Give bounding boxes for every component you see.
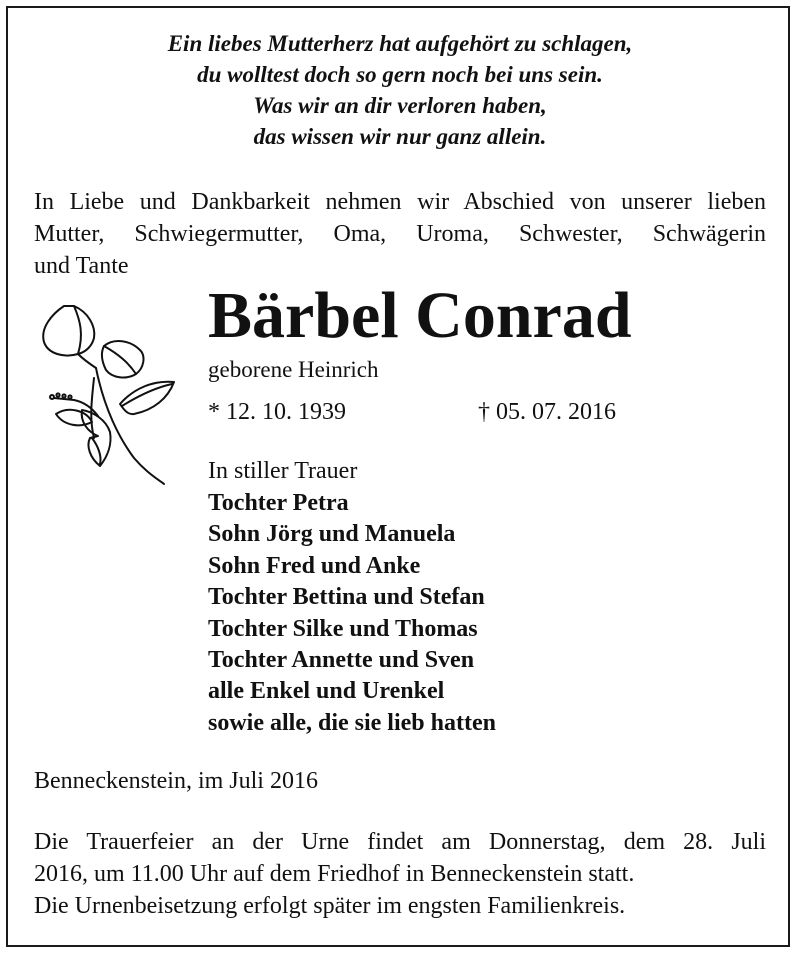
birth-date: * 12. 10. 1939 xyxy=(208,399,346,425)
mourner: Tochter Annette und Sven xyxy=(208,647,475,674)
mourner: Tochter Bettina und Stefan xyxy=(208,584,485,611)
poem-line: das wissen wir nur ganz allein. xyxy=(253,124,547,149)
service-line: 2016, um 11.00 Uhr auf dem Friedhof in Benneckenstein statt. xyxy=(34,861,635,887)
service-info xyxy=(34,826,766,922)
mourner: Tochter Petra xyxy=(208,490,349,516)
mourner: alle Enkel und Urenkel xyxy=(208,678,445,705)
service-line: Die Urnenbeisetzung erfolgt später im engsten Familienkreis. xyxy=(34,893,626,919)
place-date: Benneckenstein, im Juli 2016 xyxy=(34,768,318,794)
birth-name: geborene Heinrich xyxy=(208,357,379,382)
death-date: † 05. 07. 2016 xyxy=(478,399,616,425)
poem-line: du wolltest doch so gern noch bei uns sein. xyxy=(197,62,603,87)
mourner: sowie alle, die sie lieb hatten xyxy=(208,709,496,736)
poem-line: Ein liebes Mutterherz hat aufgehört zu schlagen, xyxy=(167,31,633,56)
calla-lily-icon xyxy=(34,298,184,488)
intro-line: und Tante xyxy=(34,253,129,279)
intro-line: In Liebe und Dankbarkeit nehmen wir Abschied von unserer lieben xyxy=(34,189,766,215)
deceased-name: Bärbel Conrad xyxy=(208,279,632,352)
service-line: Die Trauerfeier an der Urne findet am Donnerstag, dem 28. Juli xyxy=(34,829,766,855)
mourner: Tochter Silke und Thomas xyxy=(208,615,478,642)
mourning-intro: In stiller Trauer xyxy=(208,458,358,484)
poem-line: Was wir an dir verloren haben, xyxy=(253,93,547,118)
mourner: Sohn Fred und Anke xyxy=(208,552,421,579)
poem xyxy=(0,28,800,152)
intro-line: Mutter, Schwiegermutter, Oma, Uroma, Schwester, Schwägerin xyxy=(34,221,766,247)
mourner: Sohn Jörg und Manuela xyxy=(208,521,456,548)
intro-text xyxy=(34,186,766,282)
mourners-list xyxy=(208,488,496,739)
